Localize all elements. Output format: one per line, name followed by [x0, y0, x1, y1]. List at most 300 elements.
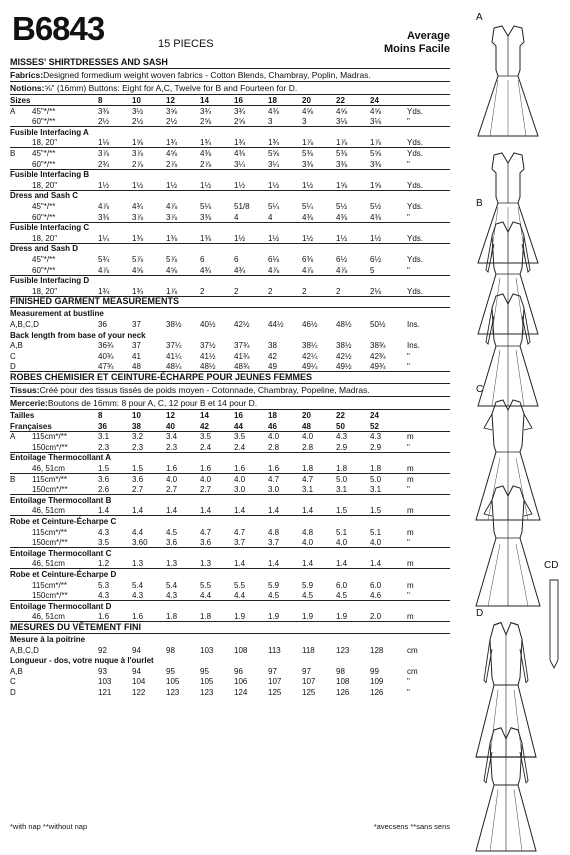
- cell-value: 1⅞: [166, 286, 178, 296]
- cell-value: 1½: [200, 180, 212, 190]
- cell-value: 4⅜: [268, 106, 280, 116]
- row-unit: Ins.: [407, 341, 420, 351]
- cell-value: 126: [336, 688, 350, 697]
- cell-value: 126: [370, 688, 384, 697]
- cell-value: 2: [336, 286, 341, 296]
- cell-value: 37: [132, 320, 141, 329]
- row-unit: ": [407, 351, 410, 361]
- cell-value: 108: [234, 645, 248, 655]
- cell-value: 2: [302, 286, 307, 296]
- size-heading: 22: [336, 96, 345, 105]
- row-unit: Yds.: [407, 286, 424, 296]
- table-row: [10, 190, 450, 201]
- cell-value: 3.4: [166, 432, 178, 442]
- row-label: D: [10, 688, 16, 697]
- cell-value: 1.3: [200, 559, 212, 569]
- cell-value: 4⅝: [370, 106, 382, 116]
- row-label: A: [10, 106, 16, 116]
- cell-value: 123: [336, 645, 350, 655]
- nap-legend-en: *with nap **without nap: [10, 822, 88, 831]
- table-row: [10, 527, 450, 538]
- cell-value: 4⅞: [98, 202, 110, 211]
- cell-value: 95: [166, 666, 175, 676]
- cell-value: 1¾: [132, 286, 144, 296]
- cell-value: 4.0: [166, 474, 178, 484]
- section-title-fr: ROBES CHEMISIER ET CEINTURE-ÉCHARPE POUR JEUNES FEMMES: [10, 372, 450, 384]
- row-width: 18, 20": [32, 180, 58, 190]
- table-row: [10, 222, 450, 233]
- row-unit: ": [407, 688, 410, 697]
- cell-value: 1.4: [98, 506, 110, 516]
- cell-value: 1.4: [234, 506, 246, 516]
- cell-value: 1.5: [132, 464, 144, 473]
- row-width: 150cm*/**: [32, 442, 68, 452]
- cell-value: 107: [268, 677, 282, 687]
- garment-title-en: FINISHED GARMENT MEASUREMENTS: [10, 296, 450, 308]
- table-row: [10, 548, 450, 559]
- cell-value: 103: [200, 645, 214, 655]
- cell-value: 48½: [200, 362, 216, 372]
- row-width: 60"*/**: [32, 117, 56, 127]
- size-heading: 52: [370, 421, 379, 431]
- view-d-back: [476, 728, 536, 851]
- cell-value: 4.0: [302, 432, 314, 442]
- table-row: [10, 516, 450, 527]
- cell-value: 3⅞: [132, 149, 144, 158]
- cell-value: 3.1: [370, 485, 382, 495]
- size-heading: 10: [132, 411, 141, 420]
- cell-value: 3⅞: [132, 212, 144, 222]
- cell-value: 38¼: [302, 341, 318, 351]
- cell-value: 109: [370, 677, 384, 687]
- cell-value: 36: [98, 320, 107, 329]
- cell-value: 3.60: [132, 538, 148, 548]
- sizes-header: [10, 95, 450, 106]
- header: [10, 6, 450, 56]
- cell-value: 1.3: [166, 559, 178, 569]
- row-width: 115cm*/**: [32, 527, 67, 537]
- nap-legend-fr: *avecsens **sans sens: [373, 822, 450, 831]
- cell-value: 3.5: [98, 538, 110, 548]
- row-label: Entoilage Thermocollant A: [10, 453, 112, 463]
- size-heading: 12: [166, 411, 175, 420]
- row-width: 115cm*/**: [32, 432, 67, 442]
- cell-value: 4.4: [234, 591, 246, 601]
- cell-value: 5⅝: [268, 149, 280, 158]
- size-heading: 48: [302, 421, 311, 431]
- section-title-en: MISSES' SHIRTDRESSES AND SASH: [10, 57, 450, 69]
- cell-value: 2.3: [98, 442, 110, 452]
- cell-value: 1⅜: [200, 233, 212, 243]
- cell-value: 3.7: [268, 538, 280, 548]
- cell-value: 1⅜: [166, 233, 178, 243]
- cell-value: 49: [268, 362, 277, 372]
- cell-value: 1.4: [200, 506, 212, 516]
- cell-value: 123: [200, 688, 214, 697]
- cell-value: 2½: [98, 117, 110, 127]
- cell-value: 3⅜: [336, 159, 348, 169]
- row-unit: m: [407, 580, 414, 590]
- cell-value: 1½: [132, 180, 144, 190]
- cell-value: 2.7: [132, 485, 144, 495]
- row-unit: Yds.: [407, 255, 424, 264]
- row-unit: cm: [407, 666, 418, 676]
- table-row: [10, 340, 450, 351]
- row-label: Longueur - dos, votre nuque à l'ourlet: [10, 656, 154, 666]
- sizes-label: Sizes: [10, 96, 31, 105]
- cell-value: 125: [302, 688, 316, 697]
- cell-value: 1½: [98, 180, 110, 190]
- table-row: [10, 330, 450, 341]
- cell-value: 5⅛: [200, 202, 212, 211]
- table-row: [10, 687, 450, 698]
- row-unit: Yds.: [407, 138, 424, 148]
- row-width: 115cm*/**: [32, 474, 67, 484]
- table-row: [10, 243, 450, 254]
- cell-value: 4: [268, 212, 273, 222]
- size-heading: 46: [268, 421, 277, 431]
- view-illustrations: [458, 0, 570, 855]
- size-heading: 18: [268, 411, 277, 420]
- table-row: [10, 463, 450, 474]
- cell-value: 1.4: [268, 506, 280, 516]
- cell-value: 1½: [166, 180, 178, 190]
- cell-value: 123: [166, 688, 180, 697]
- cell-value: 4.7: [302, 474, 314, 484]
- cell-value: 1.9: [234, 612, 246, 622]
- cell-value: 108: [336, 677, 350, 687]
- row-label: Dress and Sash C: [10, 191, 79, 201]
- cell-value: 4⅞: [268, 265, 280, 275]
- cell-value: 4.6: [370, 591, 382, 601]
- cell-value: 1.5: [98, 464, 110, 473]
- cell-value: 4.3: [98, 527, 110, 537]
- table-row: [10, 452, 450, 463]
- cell-value: 1½: [234, 233, 246, 243]
- cell-value: 5⅞: [166, 255, 178, 264]
- row-unit: m: [407, 527, 414, 537]
- cell-value: 1.6: [234, 464, 246, 473]
- cell-value: 4¾: [132, 202, 144, 211]
- cell-value: 41¾: [234, 351, 250, 361]
- cell-value: 1¾: [98, 286, 110, 296]
- cell-value: 38½: [336, 341, 352, 351]
- cell-value: 4⅝: [336, 106, 348, 116]
- cell-value: 4.5: [302, 591, 314, 601]
- cell-value: 3.2: [132, 432, 144, 442]
- cell-value: 124: [234, 688, 248, 697]
- cell-value: 3⅝: [166, 106, 178, 116]
- cell-value: 3¾: [234, 106, 246, 116]
- tailles-label: Tailles: [10, 411, 35, 420]
- cell-value: 2.3: [132, 442, 144, 452]
- cell-value: 4.4: [200, 591, 212, 601]
- cell-value: 95: [200, 666, 209, 676]
- cell-value: 4.0: [200, 474, 212, 484]
- cell-value: 1.8: [302, 464, 314, 473]
- cell-value: 2: [268, 286, 273, 296]
- cell-value: 4⅞: [166, 202, 178, 211]
- cell-value: 5⅜: [336, 149, 348, 158]
- size-heading: 44: [234, 421, 243, 431]
- table-row: [10, 127, 450, 138]
- cell-value: 6½: [336, 255, 348, 264]
- row-width: 60"*/**: [32, 212, 56, 222]
- cell-value: 3⅜: [370, 159, 382, 169]
- row-label: Measurement at bustline: [10, 309, 104, 319]
- cell-value: 1.6: [98, 612, 110, 622]
- cell-value: 3.5: [234, 432, 246, 442]
- row-unit: ": [407, 485, 410, 495]
- cell-value: 41¼: [166, 351, 182, 361]
- cell-value: 4.8: [302, 527, 314, 537]
- cell-value: 1.4: [302, 506, 314, 516]
- cell-value: 1⅞: [370, 138, 382, 148]
- fabrics: [10, 70, 450, 82]
- cell-value: 5: [370, 265, 375, 275]
- cell-value: 2: [234, 286, 239, 296]
- cell-value: 42½: [234, 320, 250, 329]
- cell-value: 4¾: [234, 265, 246, 275]
- cell-value: 97: [302, 666, 311, 676]
- cell-value: 49¾: [370, 362, 386, 372]
- cell-value: 3.6: [98, 474, 110, 484]
- cell-value: 4.5: [268, 591, 280, 601]
- row-unit: ": [407, 442, 410, 452]
- cell-value: 47¾: [98, 362, 114, 372]
- cell-value: 4.4: [132, 527, 144, 537]
- cell-value: 48½: [336, 320, 352, 329]
- row-width: 46, 51cm: [32, 464, 65, 473]
- cell-value: 2.6: [98, 485, 110, 495]
- row-unit: ": [407, 265, 410, 275]
- cell-value: 1.8: [166, 612, 178, 622]
- size-heading: 22: [336, 411, 345, 420]
- cell-value: 4.3: [132, 591, 144, 601]
- cell-value: 40½: [200, 320, 216, 329]
- cell-value: 5½: [336, 202, 348, 211]
- cell-value: 4⅜: [302, 212, 314, 222]
- row-unit: Yds.: [407, 180, 424, 190]
- cell-value: 4.8: [268, 527, 280, 537]
- view-a-front: [478, 26, 538, 136]
- row-label: Fusible Interfacing B: [10, 170, 90, 180]
- cell-value: 3.5: [200, 432, 212, 442]
- cell-value: 48¼: [166, 362, 182, 372]
- table-row: [10, 611, 450, 622]
- row-unit: cm: [407, 645, 418, 655]
- cell-value: 2.8: [268, 442, 280, 452]
- table-row: [10, 148, 450, 159]
- cell-value: 3.0: [268, 485, 280, 495]
- cell-value: 98: [166, 645, 175, 655]
- row-unit: Yds.: [407, 202, 424, 211]
- row-label: A: [10, 432, 16, 442]
- cell-value: 2¾: [98, 159, 110, 169]
- size-heading: 42: [200, 421, 209, 431]
- cell-value: 2.3: [166, 442, 178, 452]
- cell-value: 4.7: [200, 527, 212, 537]
- cell-value: 6: [200, 255, 205, 264]
- row-label: Entoilage Thermocollant D: [10, 601, 112, 611]
- cell-value: 4⅝: [166, 149, 178, 158]
- cell-value: 3¼: [268, 159, 280, 169]
- francaises-header: [10, 421, 450, 432]
- cell-value: 2.9: [370, 442, 382, 452]
- cell-value: 5⅝: [370, 149, 382, 158]
- row-width: 150cm*/**: [32, 591, 68, 601]
- table-row: [10, 655, 450, 666]
- cell-value: 5⅞: [132, 255, 144, 264]
- cell-value: 6⅜: [302, 255, 314, 264]
- table-row: [10, 233, 450, 244]
- view-label-c: C: [476, 384, 484, 395]
- row-unit: ": [407, 212, 410, 222]
- fabrics-text: Designed formedium weight woven fabrics - Cotton Blends, Chambray, Poplin, Madras.: [43, 70, 371, 80]
- garment-title-fr: MESURES DU VÊTEMENT FINI: [10, 622, 450, 634]
- notions: [10, 83, 450, 95]
- cell-value: 1⅜: [132, 233, 144, 243]
- cell-value: 5.3: [98, 580, 110, 590]
- cell-value: 44½: [268, 320, 284, 329]
- cell-value: 122: [132, 688, 146, 697]
- cell-value: 105: [166, 677, 180, 687]
- row-unit: m: [407, 464, 414, 473]
- row-width: 46, 51cm: [32, 559, 65, 569]
- cell-value: 96: [234, 666, 243, 676]
- cell-value: 3.6: [200, 538, 212, 548]
- row-width: 18, 20": [32, 233, 58, 243]
- cell-value: 99: [370, 666, 379, 676]
- cell-value: 1⅝: [132, 138, 144, 148]
- cell-value: 5¼: [302, 202, 314, 211]
- cell-value: 3: [302, 117, 307, 127]
- cell-value: 3⅜: [200, 212, 212, 222]
- cell-value: 1⅝: [370, 180, 382, 190]
- row-unit: m: [407, 432, 414, 442]
- table-row: [10, 666, 450, 677]
- cell-value: 104: [132, 677, 146, 687]
- tailles-header: [10, 410, 450, 421]
- cell-value: 4.0: [336, 538, 348, 548]
- size-heading: 38: [132, 421, 141, 431]
- cell-value: 1.8: [336, 464, 348, 473]
- cell-value: 37: [132, 341, 141, 351]
- cell-value: 105: [200, 677, 214, 687]
- cell-value: 1.6: [166, 464, 178, 473]
- cell-value: 4.3: [370, 432, 382, 442]
- size-heading: 24: [370, 411, 379, 420]
- cell-value: 37¼: [166, 341, 182, 351]
- cell-value: 94: [132, 666, 141, 676]
- row-label: A,B: [10, 666, 23, 676]
- row-width: 150cm*/**: [32, 485, 68, 495]
- cell-value: 3.6: [166, 538, 178, 548]
- cell-value: 2⅛: [370, 286, 382, 296]
- table-row: [10, 495, 450, 506]
- cell-value: 2.4: [234, 442, 246, 452]
- cell-value: 4⅜: [200, 149, 212, 158]
- row-unit: Yds.: [407, 106, 424, 116]
- cell-value: 4.7: [234, 527, 246, 537]
- size-heading: 20: [302, 411, 311, 420]
- cell-value: 4¾: [200, 265, 212, 275]
- cell-value: 1½: [302, 233, 314, 243]
- table-row: [10, 137, 450, 148]
- table-row: [10, 286, 450, 297]
- notions-label: Notions:: [10, 82, 45, 93]
- cell-value: 6: [234, 255, 239, 264]
- cell-value: 37¾: [234, 341, 250, 351]
- cell-value: 4⅜: [234, 149, 246, 158]
- size-heading: 12: [166, 96, 175, 105]
- cell-value: 4.0: [302, 538, 314, 548]
- cell-value: 1.9: [302, 612, 314, 622]
- cell-value: 1.4: [166, 506, 178, 516]
- notions-text: ⅝" (16mm) Buttons: Eight for A,C, Twelve for B and Fourteen for D.: [44, 82, 298, 93]
- cell-value: 1½: [268, 180, 280, 190]
- cell-value: 5.4: [166, 580, 178, 590]
- cell-value: 94: [132, 645, 141, 655]
- view-d-front: [476, 623, 536, 757]
- row-width: 60"*/**: [32, 159, 56, 169]
- size-heading: 20: [302, 96, 311, 105]
- cell-value: 4.0: [234, 474, 246, 484]
- cell-value: 3¼: [234, 159, 246, 169]
- cell-value: 42½: [336, 351, 352, 361]
- cell-value: 5⅜: [302, 149, 314, 158]
- table-row: [10, 169, 450, 180]
- fabrics-label: Fabrics:: [10, 70, 44, 80]
- table-row: [10, 634, 450, 645]
- table-row: [10, 590, 450, 601]
- cell-value: 3.1: [98, 432, 110, 442]
- row-width: 45"*/**: [32, 106, 56, 116]
- cell-value: 49½: [336, 362, 352, 372]
- cell-value: 2: [200, 286, 205, 296]
- cell-value: 2.7: [166, 485, 178, 495]
- row-label: B: [10, 149, 16, 158]
- cell-value: 2.0: [370, 612, 382, 622]
- table-row: [10, 442, 450, 453]
- table-row: [10, 351, 450, 362]
- row-label: Robe et Ceinture-Écharpe C: [10, 517, 117, 526]
- row-unit: Yds.: [407, 233, 424, 243]
- cell-value: 36¾: [98, 341, 114, 351]
- size-heading: 16: [234, 411, 243, 420]
- cell-value: 1⅞: [336, 138, 348, 148]
- table-row: [10, 308, 450, 319]
- row-width: 45"*/**: [32, 149, 56, 158]
- cell-value: 38: [268, 341, 277, 351]
- cell-value: 3: [268, 117, 273, 127]
- table-row: [10, 319, 450, 330]
- cell-value: 37½: [200, 341, 216, 351]
- row-label: Fusible Interfacing C: [10, 223, 90, 233]
- size-heading: 18: [268, 96, 277, 105]
- cell-value: 4.3: [336, 432, 348, 442]
- cell-value: 4⅞: [302, 265, 314, 275]
- cell-value: 1.5: [336, 506, 348, 516]
- cell-value: 1½: [302, 180, 314, 190]
- yardage-chart: [10, 57, 450, 817]
- cell-value: 2⅝: [200, 117, 212, 127]
- cell-value: 50½: [370, 320, 386, 329]
- cell-value: 2⅞: [166, 159, 178, 169]
- cell-value: 48: [132, 362, 141, 372]
- cell-value: 4.3: [98, 591, 110, 601]
- cell-value: 1½: [336, 233, 348, 243]
